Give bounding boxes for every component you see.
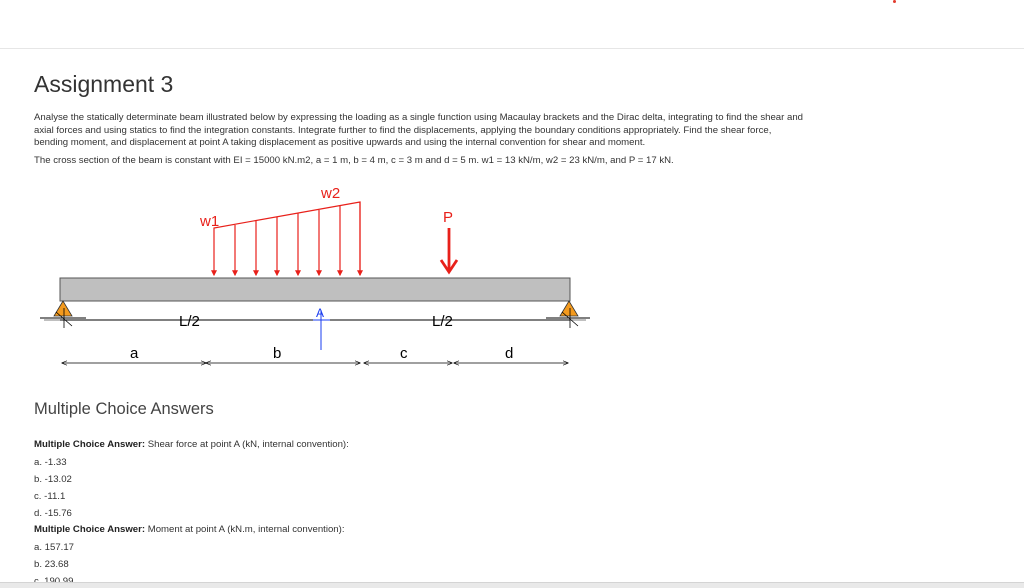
- beam: [60, 278, 570, 301]
- option-shear-d[interactable]: d. -15.76: [34, 508, 72, 519]
- w2-label: w2: [321, 185, 341, 202]
- question-text: Moment at point A (kN.m, internal convention):: [145, 524, 345, 535]
- dim-b-label: b: [273, 345, 282, 362]
- option-shear-b[interactable]: b. -13.02: [34, 474, 72, 485]
- distributed-load: [214, 202, 360, 275]
- option-shear-a[interactable]: a. -1.33: [34, 457, 67, 468]
- question-moment: [34, 524, 345, 535]
- question-text: Shear force at point A (kN, internal convention):: [145, 439, 349, 450]
- dim-c-label: c: [400, 345, 408, 362]
- question-prefix: Multiple Choice Answer:: [34, 439, 146, 450]
- horizontal-scrollbar[interactable]: [0, 582, 1024, 588]
- top-header-bar: [0, 0, 1024, 49]
- notification-dot: [893, 0, 896, 3]
- point-a-label: A: [316, 306, 325, 320]
- right-half-label: L/2: [432, 313, 453, 330]
- option-shear-c[interactable]: c. -11.1: [34, 491, 66, 502]
- p-label: P: [443, 209, 454, 226]
- left-half-label: L/2: [179, 313, 200, 330]
- problem-statement: Analyse the statically determinate beam illustrated below by expressing the loading as a single function using Macaulay brackets and the Dirac delta, integrating to find the shear and axial forces and using statics to find the integration constants. Integrate further to find the displacements, applying the boundary conditions appropriately. Find the shear force, bending moment, and displacement at point A taking displacement as positive upwards and using the internal convention for shear and moment.: [34, 112, 804, 149]
- question-shear: [34, 439, 349, 450]
- problem-parameters: The cross section of the beam is constant with EI = 15000 kN.m2, a = 1 m, b = 4 m, c = 3 m and d = 5 m. w1 = 13 kN/m, w2 = 23 kN/m, and P = 17 kN.: [34, 155, 674, 166]
- beam-diagram: [34, 180, 594, 375]
- dim-d-label: d: [505, 345, 514, 362]
- option-moment-a[interactable]: a. 157.17: [34, 542, 75, 553]
- question-prefix: Multiple Choice Answer:: [34, 524, 146, 535]
- left-pin-support: [40, 301, 86, 328]
- multiple-choice-heading: Multiple Choice Answers: [34, 400, 214, 418]
- page-title: Assignment 3: [34, 71, 174, 98]
- w1-label: w1: [200, 213, 220, 230]
- option-moment-b[interactable]: b. 23.68: [34, 559, 69, 570]
- dim-a-label: a: [130, 345, 139, 362]
- right-pin-support: [546, 301, 590, 328]
